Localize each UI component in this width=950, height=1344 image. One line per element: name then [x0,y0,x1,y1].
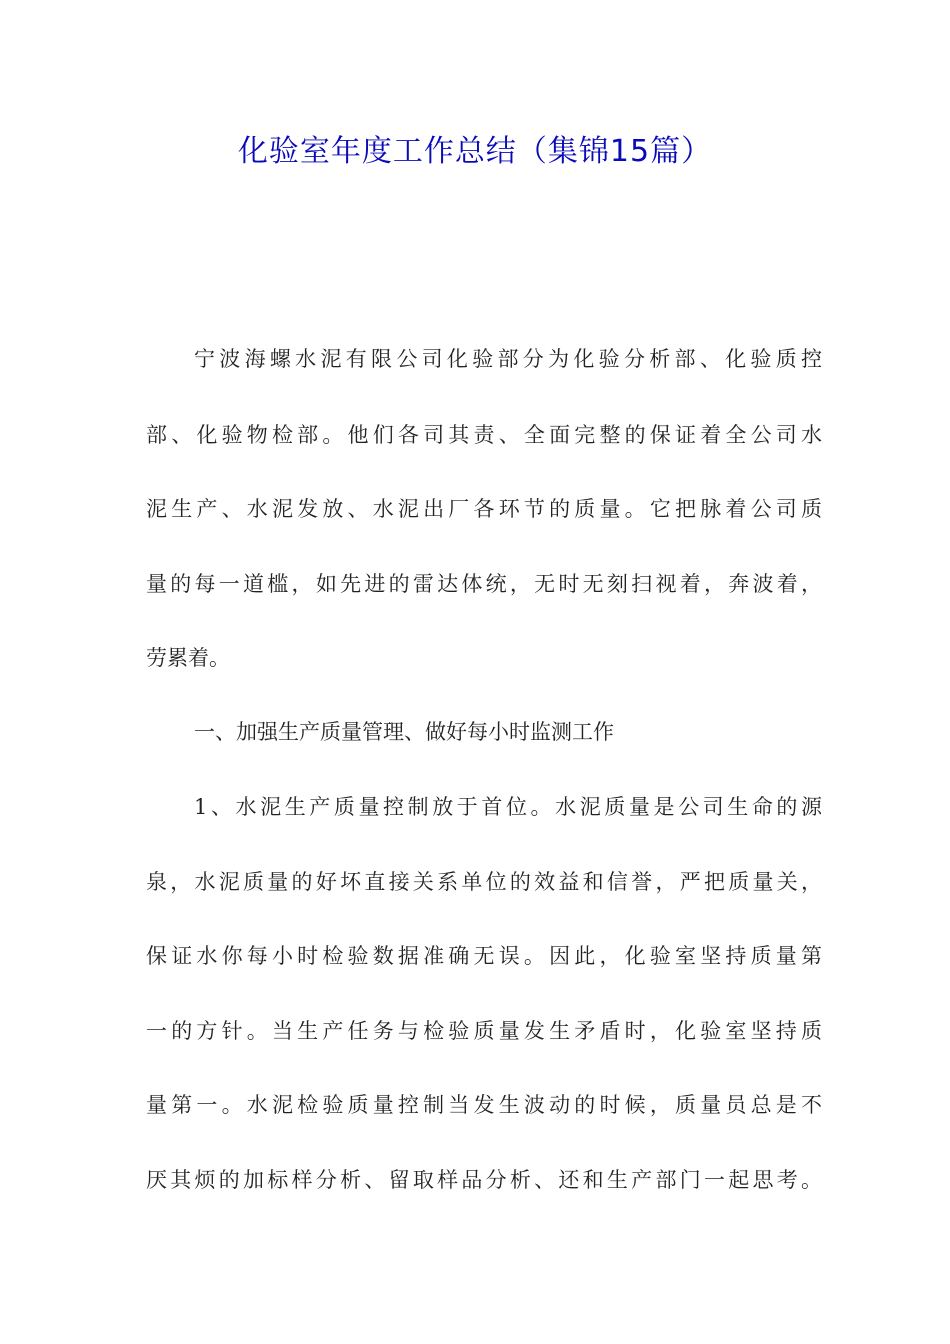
paragraph-line: 量的每一道槛，如先进的雷达体统，无时无刻扫视着，奔波着， [146,572,822,596]
paragraph-line: 保证水你每小时检验数据准确无误。因此，化验室坚持质量第 [146,944,822,968]
paragraph-line: 一的方针。当生产任务与检验质量发生矛盾时，化验室坚持质 [146,1019,822,1043]
paragraph-line: 量第一。水泥检验质量控制当发生波动的时候，质量员总是不 [146,1093,822,1117]
paragraph-line: 部、化验物检部。他们各司其责、全面完整的保证着全公司水 [146,423,822,447]
paragraph-line: 泥生产、水泥发放、水泥出厂各环节的质量。它把脉着公司质 [146,497,822,521]
paragraph-line: 厌其烦的加标样分析、留取样品分析、还和生产部门一起思考。 [146,1168,822,1192]
paragraph-line: 1、水泥生产质量控制放于首位。水泥质量是公司生命的源 [194,795,822,819]
document-title: 化验室年度工作总结（集锦15篇） [237,134,713,169]
paragraph-line: 劳累着。 [146,646,230,670]
paragraph-line: 泉，水泥质量的好坏直接关系单位的效益和信誉，严把质量关， [146,870,822,894]
paragraph-line: 宁波海螺水泥有限公司化验部分为化验分析部、化验质控 [194,347,822,371]
section-heading: 一、加强生产质量管理、做好每小时监测工作 [194,720,614,744]
